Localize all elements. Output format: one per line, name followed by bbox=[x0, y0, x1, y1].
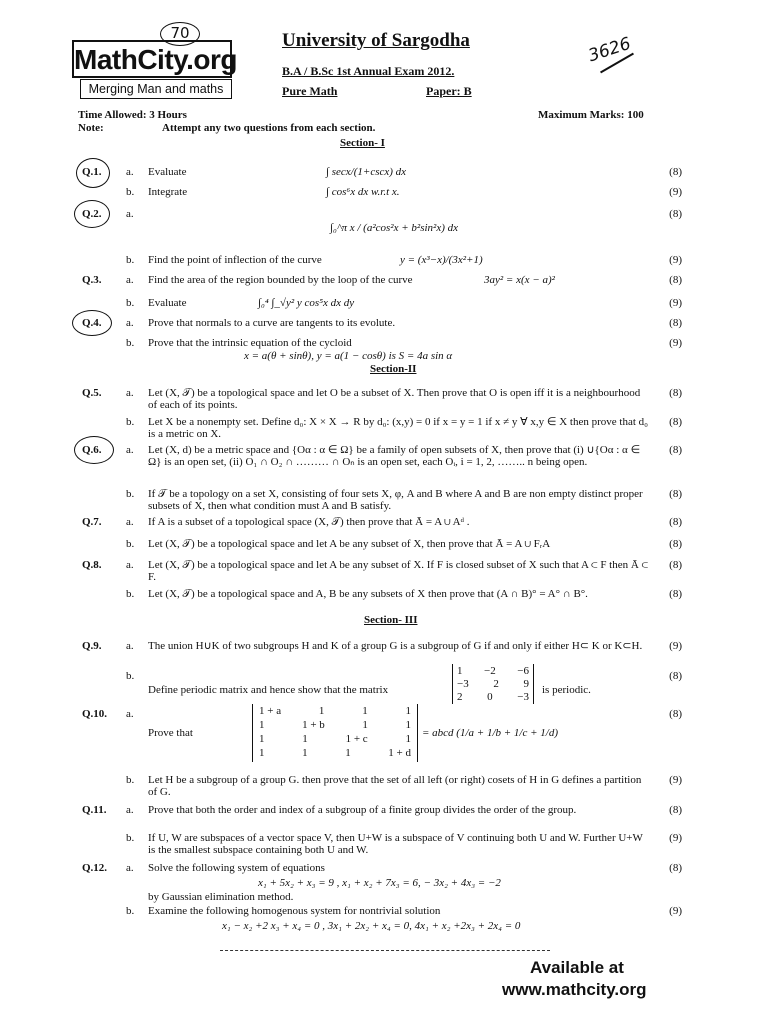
question-part: a. bbox=[126, 274, 134, 286]
question-part: a. bbox=[126, 516, 134, 528]
question-part: b. bbox=[126, 488, 135, 500]
section-heading: Section-II bbox=[370, 363, 417, 375]
question-text: Prove that normals to a curve are tangents to its evolute. bbox=[148, 317, 396, 329]
exam-title: B.A / B.Sc 1st Annual Exam 2012. bbox=[282, 64, 455, 78]
question-text: Prove that bbox=[148, 727, 193, 739]
question-number: Q.4. bbox=[82, 317, 102, 329]
section-heading: Section- III bbox=[364, 614, 418, 626]
question-part: b. bbox=[126, 774, 135, 786]
question-number: Q.5. bbox=[82, 387, 102, 399]
question-text: Let (X, 𝒯) be a topological space and let O be a subset of X. Then prove that O is open iff it is a neighbourhood of each of its points. bbox=[148, 387, 641, 411]
determinant-cell: 1 + a bbox=[259, 705, 282, 717]
question-circle bbox=[74, 200, 110, 228]
determinant bbox=[252, 704, 418, 762]
question-marks: (8) bbox=[669, 208, 682, 220]
question-marks: (8) bbox=[669, 804, 682, 816]
question-part: b. bbox=[126, 538, 135, 550]
question-part: a. bbox=[126, 708, 134, 720]
question-part: a. bbox=[126, 804, 134, 816]
matrix-cell: −6 bbox=[517, 665, 529, 677]
question-marks: (8) bbox=[669, 166, 682, 178]
question-marks: (8) bbox=[669, 516, 682, 528]
logo-tagline: Merging Man and maths bbox=[80, 79, 232, 99]
question-text: Let (X, d) be a metric space and {Oα : α ∈ Ω} be a family of open subsets of X, then prove that (i) ∪{Oα : α ∈ Ω} is an open set, (ii) O₁ ∩ O₂ ∩ ……… ∩ Oₙ is an open set, each Oᵢ, i = 1, 2, …….. n being open. bbox=[148, 444, 641, 468]
question-text: Integrate bbox=[148, 186, 188, 198]
question-math: x₁ + 5x₂ + x₃ = 9 , x₁ + x₂ + 7x₃ = 6, − 3x₂ + 4x₃ = −2 bbox=[258, 877, 501, 889]
question-part: b. bbox=[126, 337, 135, 349]
matrix-cell: 2 bbox=[493, 678, 499, 690]
determinant-cell: 1 bbox=[362, 705, 368, 717]
question-marks: (9) bbox=[669, 337, 682, 349]
question-marks: (8) bbox=[669, 708, 682, 720]
periodic-matrix bbox=[452, 664, 534, 704]
question-part: a. bbox=[126, 387, 134, 399]
determinant-cell: 1 bbox=[302, 747, 308, 759]
determinant-cell: 1 bbox=[259, 747, 265, 759]
question-marks: (8) bbox=[669, 559, 682, 571]
matrix-cell: 9 bbox=[523, 678, 529, 690]
question-part: a. bbox=[126, 444, 134, 456]
question-part: b. bbox=[126, 416, 135, 428]
question-part: a. bbox=[126, 559, 134, 571]
determinant-row bbox=[259, 705, 411, 717]
question-text: Let X be a nonempty set. Define d₀: X × X → R by d₀: (x,y) = 0 if x = y = 1 if x ≠ y ∀ x,y ∈ X then prove that d₀ is a metric on X. bbox=[148, 416, 648, 440]
question-number: Q.9. bbox=[82, 640, 102, 652]
question-circle bbox=[72, 310, 112, 336]
question-math: is periodic. bbox=[542, 684, 591, 696]
question-text: If U, W are subspaces of a vector space V, then U+W is a subspace of V continuing both U and W. Further U+W is the smallest subspace containing both U and W. bbox=[148, 832, 643, 856]
question-part: b. bbox=[126, 905, 135, 917]
matrix-row bbox=[457, 678, 529, 690]
logo-main-text: MathCity.org bbox=[72, 40, 232, 78]
determinant-cell: 1 bbox=[318, 705, 325, 717]
question-marks: (8) bbox=[669, 416, 682, 428]
question-marks: (8) bbox=[669, 274, 682, 286]
question-text: Examine the following homogenous system for nontrivial solution bbox=[148, 905, 441, 917]
question-part: b. bbox=[126, 186, 135, 198]
question-marks: (9) bbox=[669, 186, 682, 198]
question-marks: (8) bbox=[669, 862, 682, 874]
handwritten-code: 3626 bbox=[585, 33, 634, 67]
circled-number: 70 bbox=[160, 22, 200, 46]
question-number: Q.1. bbox=[82, 166, 102, 178]
end-divider bbox=[220, 950, 550, 951]
question-part: a. bbox=[126, 640, 134, 652]
determinant-row bbox=[259, 747, 411, 759]
question-number: Q.8. bbox=[82, 559, 102, 571]
footer-url: www.mathcity.org bbox=[502, 980, 647, 999]
question-marks: (9) bbox=[669, 297, 682, 309]
question-tail: by Gaussian elimination method. bbox=[148, 891, 294, 903]
question-part: b. bbox=[126, 670, 135, 682]
question-part: b. bbox=[126, 588, 135, 600]
question-math: 3ay² = x(x − a)² bbox=[484, 274, 555, 286]
determinant-cell: 1 bbox=[259, 733, 265, 745]
question-math: ∫₀^π x / (a²cos²x + b²sin²x) dx bbox=[330, 222, 459, 234]
question-number: Q.6. bbox=[82, 444, 102, 456]
determinant-cell: 1 bbox=[405, 705, 411, 717]
question-part: a. bbox=[126, 862, 134, 874]
question-math: y = (x³−x)/(3x²+1) bbox=[400, 254, 483, 266]
determinant-cell: 1 bbox=[345, 747, 351, 759]
determinant-cell: 1 + b bbox=[302, 719, 325, 731]
note-label: Note: bbox=[78, 122, 104, 134]
question-number: Q.10. bbox=[82, 708, 108, 720]
question-math: ∫₀⁴ ∫_√y² y cos⁵x dx dy bbox=[258, 297, 355, 309]
question-text: Let (X, 𝒯) be a topological space and let A be any subset of X, then prove that Ā = A ∪ FᵣA bbox=[148, 538, 551, 550]
question-text: Evaluate bbox=[148, 166, 187, 178]
determinant-cell: 1 + d bbox=[388, 747, 411, 759]
question-text: Evaluate bbox=[148, 297, 187, 309]
question-circle bbox=[74, 436, 114, 464]
question-circle bbox=[76, 158, 110, 188]
question-marks: (8) bbox=[669, 488, 682, 500]
question-number: Q.7. bbox=[82, 516, 102, 528]
question-part: a. bbox=[126, 208, 134, 220]
matrix-cell: 0 bbox=[487, 691, 493, 703]
question-text: Find the area of the region bounded by the loop of the curve bbox=[148, 274, 413, 286]
matrix-cell: −3 bbox=[457, 678, 469, 690]
question-marks: (9) bbox=[669, 832, 682, 844]
question-marks: (8) bbox=[669, 670, 682, 682]
question-number: Q.2. bbox=[82, 208, 102, 220]
question-math: = abcd (1/a + 1/b + 1/c + 1/d) bbox=[422, 727, 559, 739]
maximum-marks: Maximum Marks: 100 bbox=[538, 109, 644, 121]
determinant-cell: 1 bbox=[405, 733, 411, 745]
question-marks: (9) bbox=[669, 254, 682, 266]
question-math: ∫ cos⁶x dx w.r.t x. bbox=[326, 186, 400, 198]
question-text: If 𝒯 be a topology on a set X, consisting of four sets X, φ, A and B where A and B are non empty distinct proper subsets of X, then what condition must A and B satisfy. bbox=[148, 488, 643, 512]
question-text: Define periodic matrix and hence show that the matrix bbox=[148, 684, 389, 696]
question-part: b. bbox=[126, 297, 135, 309]
question-marks: (8) bbox=[669, 538, 682, 550]
matrix-cell: −3 bbox=[517, 691, 529, 703]
question-number: Q.12. bbox=[82, 862, 108, 874]
question-part: a. bbox=[126, 317, 134, 329]
question-marks: (9) bbox=[669, 774, 682, 786]
determinant-row bbox=[259, 719, 411, 731]
question-marks: (8) bbox=[669, 387, 682, 399]
question-part: a. bbox=[126, 166, 134, 178]
determinant-row bbox=[259, 733, 411, 745]
determinant-cell: 1 bbox=[362, 719, 368, 731]
question-text: Prove that the intrinsic equation of the cycloid bbox=[148, 337, 352, 349]
instructions: Attempt any two questions from each section. bbox=[162, 122, 376, 134]
question-text: Prove that both the order and index of a subgroup of a finite group divides the order of the group. bbox=[148, 804, 577, 816]
question-text: Solve the following system of equations bbox=[148, 862, 325, 874]
determinant-cell: 1 + c bbox=[345, 733, 368, 745]
question-text: The union H∪K of two subgroups H and K of a group G is a subgroup of G if and only if either H⊂ K or K⊂H. bbox=[148, 640, 643, 652]
question-math: x₁ − x₂ +2 x₃ + x₄ = 0 , 3x₁ + 2x₂ + x₄ = 0, 4x₁ + x₂ +2x₃ + 2x₄ = 0 bbox=[222, 920, 521, 932]
determinant-cell: 1 bbox=[405, 719, 411, 731]
question-text: Let H be a subgroup of a group G. then prove that the set of all left (or right) cosets of H in G defines a partition of G. bbox=[148, 774, 642, 798]
question-part: b. bbox=[126, 254, 135, 266]
time-allowed: Time Allowed: 3 Hours bbox=[78, 109, 187, 121]
matrix-row bbox=[457, 665, 529, 677]
matrix-row bbox=[457, 691, 529, 703]
question-marks: (8) bbox=[669, 317, 682, 329]
question-math: x = a(θ + sinθ), y = a(1 − cosθ) is S = 4a sin α bbox=[244, 350, 453, 362]
question-marks: (9) bbox=[669, 905, 682, 917]
university-title: University of Sargodha bbox=[282, 30, 470, 51]
footer-available: Available at bbox=[530, 958, 624, 977]
question-math: ∫ secx/(1+cscx) dx bbox=[326, 166, 407, 178]
section-heading: Section- I bbox=[340, 137, 385, 149]
question-marks: (8) bbox=[669, 444, 682, 456]
question-part: b. bbox=[126, 832, 135, 844]
question-text: Find the point of inflection of the curve bbox=[148, 254, 322, 266]
paper-label: Paper: B bbox=[426, 84, 472, 98]
subject-title: Pure Math bbox=[282, 84, 338, 98]
question-number: Q.11. bbox=[82, 804, 107, 816]
determinant-cell: 1 bbox=[302, 733, 308, 745]
matrix-cell: 1 bbox=[457, 665, 463, 677]
mathcity-logo bbox=[72, 40, 238, 100]
matrix-cell: −2 bbox=[484, 665, 496, 677]
question-marks: (9) bbox=[669, 640, 682, 652]
question-number: Q.3. bbox=[82, 274, 102, 286]
determinant-cell: 1 bbox=[259, 719, 265, 731]
question-text: Let (X, 𝒯) be a topological space and let A be any subset of X. If F is closed subset of X such that A ⊂ F then Ā ⊂ F. bbox=[148, 559, 648, 583]
matrix-cell: 2 bbox=[457, 691, 463, 703]
question-marks: (8) bbox=[669, 588, 682, 600]
question-text: If A is a subset of a topological space (X, 𝒯) then prove that Ā = A ∪ Aᵈ . bbox=[148, 516, 470, 528]
question-text: Let (X, 𝒯) be a topological space and A, B be any subsets of X then prove that (A ∩ B)° = A° ∩ B°. bbox=[148, 588, 588, 600]
